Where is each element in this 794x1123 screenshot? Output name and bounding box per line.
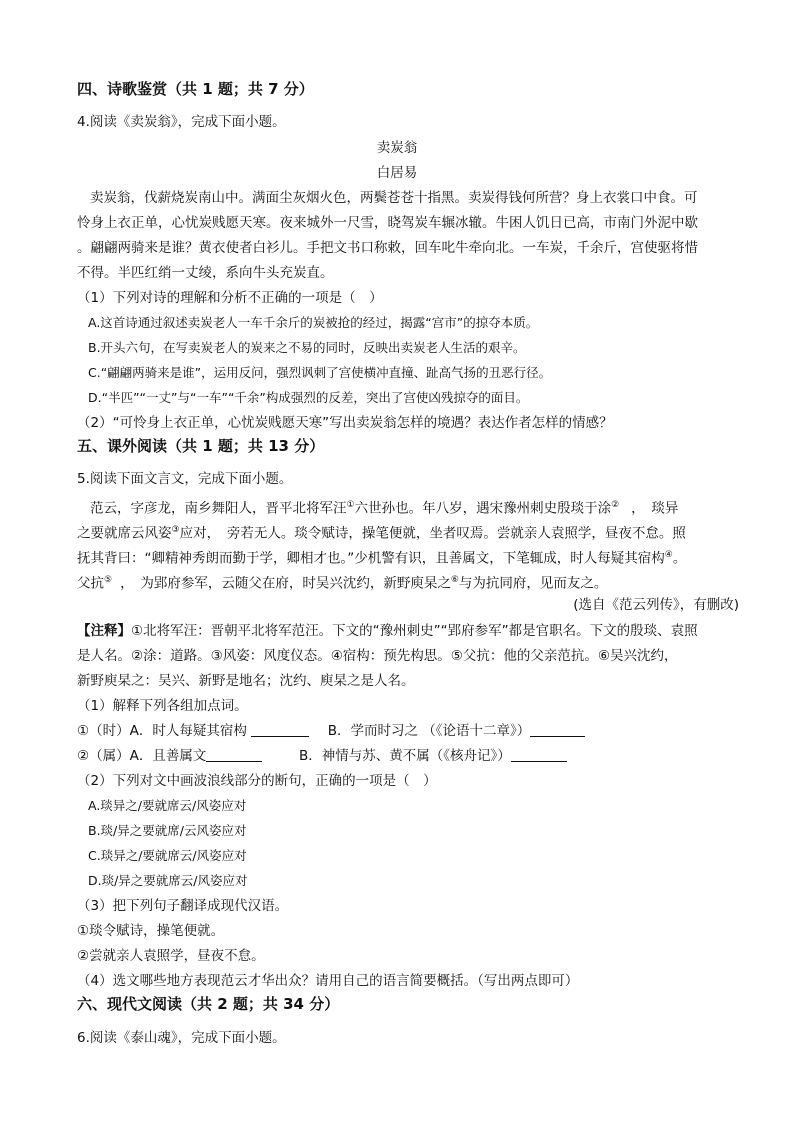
- passage-line: 范云，字彦龙，南乡舞阳人，晋平北将军汪①六世孙也。年八岁，遇宋豫州刺史殷琰于涂② ， 琰异: [90, 500, 679, 517]
- q5-sub1-row-1: ①（时）A．时人每疑其宿构 B．学而时习之 （《论语十二章》）: [77, 722, 585, 740]
- poem-author: 白居易: [376, 165, 418, 181]
- passage-source: (选自《范云列传》，有删改): [573, 597, 739, 613]
- passage-line: 抚其背曰：“卿精神秀朗而勤于学，卿相才也。”少机警有识，且善属文，下笔辄成，时人每疑其宿构④。: [77, 550, 687, 567]
- footnote-marker: ①: [346, 500, 355, 510]
- q5-sub1-row-2: ②（属）A．且善属文 B．神情与苏、黄不属（《核舟记》）: [77, 747, 567, 765]
- question-5-intro: 5.阅读下面文言文，完成下面小题。: [77, 471, 293, 487]
- q5-sub2-option-d: D.琰/异之要就席云/风姿应对: [88, 873, 248, 888]
- poem-line: 。翩翩两骑来是谁？黄衣使者白衫儿。手把文书口称敕，回车叱牛牵向北。一车炭，千余斤，宫使驱将惜: [77, 240, 698, 256]
- q4-sub1-option-c: C.“翩翩两骑来是谁”，运用反问，强烈讽刺了宫使横冲直撞、趾高气扬的丑恶行径。: [88, 365, 552, 380]
- q4-sub1-option-d: D.“半匹”“一丈”与“一车”“千余”构成强烈的反差，突出了宫使凶残掠夺的面目。: [88, 390, 529, 405]
- q5-sub2-question: （2）下列对文中画波浪线部分的断句，正确的一项是（ ）: [77, 773, 437, 789]
- notes-line: 是人名。②涂：道路。③风姿：风度仪态。④宿构：预先构思。⑤父抗：他的父亲范抗。⑥吴兴沈约，: [77, 648, 678, 664]
- q5-sub2-option-a: A.琰异之/要就席云/风姿应对: [88, 798, 247, 813]
- passage-line: 之要就席云风姿③应对， 旁若无人。琰令赋诗，操笔便就，坐者叹焉。尝就亲人袁照学，昼夜不怠。照: [77, 525, 686, 542]
- section-5-heading: 五、课外阅读（共 1 题；共 13 分）: [77, 437, 325, 455]
- q4-sub1-question: （1）下列对诗的理解和分析不正确的一项是（ ）: [77, 290, 383, 306]
- q5-sub3-item: ①琰令赋诗，操笔便就。: [77, 923, 225, 939]
- q4-sub1-option-b: B.开头六句，在写卖炭老人的炭来之不易的同时，反映出卖炭老人生活的艰辛。: [88, 340, 526, 355]
- footnote-marker: ⑥: [450, 575, 459, 585]
- q5-sub1-question: （1）解释下列各组加点词。: [77, 698, 248, 714]
- answer-blank[interactable]: [251, 722, 309, 737]
- poem-line: 怜身上衣正单，心忧炭贱愿天寒。夜来城外一尺雪，晓驾炭车辗冰辙。牛困人饥日已高，市南门外泥中歇: [77, 215, 698, 231]
- q5-sub4-question: （4）选文哪些地方表现范云才华出众？请用自己的语言简要概括。（写出两点即可）: [77, 973, 579, 989]
- q5-sub2-option-b: B.琰/异之要就席/云风姿应对: [88, 823, 247, 838]
- q5-sub2-option-c: C.琰异之/要就席云/风姿应对: [88, 848, 247, 863]
- poem-title: 卖炭翁: [376, 140, 418, 156]
- poem-line: 不得。半匹红绡一丈绫，系向牛头充炭直。: [77, 265, 334, 281]
- q4-sub1-option-a: A.这首诗通过叙述卖炭老人一车千余斤的炭被抢的经过，揭露“宫市”的掠夺本质。: [88, 315, 539, 330]
- passage-line: 父抗⑤ ， 为郢府参军，云随父在府，时吴兴沈约，新野庾杲之⑥与为抗同府，见而友之。: [77, 575, 608, 592]
- poem-line: 卖炭翁，伐薪烧炭南山中。满面尘灰烟火色，两鬓苍苍十指黑。卖炭得钱何所营？身上衣裳口中食。可: [90, 190, 698, 206]
- notes-line: 【注释】①北将军汪：晋朝平北将军范汪。下文的“豫州刺史”“郢府参军”都是官职名。下文的殷琰、袁照: [77, 623, 698, 639]
- notes-label: 【注释】: [77, 623, 131, 639]
- section-4-heading: 四、诗歌鉴赏（共 1 题；共 7 分）: [77, 80, 314, 98]
- footnote-marker: ③: [171, 525, 180, 535]
- notes-line: 新野庾杲之：吴兴、新野是地名；沈约、庾杲之是人名。: [77, 673, 415, 689]
- answer-blank[interactable]: [530, 722, 585, 737]
- answer-blank[interactable]: [511, 747, 567, 762]
- footnote-marker: ②: [611, 500, 620, 510]
- footnote-marker: ⑤: [104, 575, 113, 585]
- q5-sub3-item: ②尝就亲人袁照学，昼夜不怠。: [77, 948, 265, 964]
- q5-sub3-question: （3）把下列句子翻译成现代汉语。: [77, 898, 289, 914]
- q4-sub2-question: （2）“可怜身上衣正单，心忧炭贱愿天寒”写出卖炭翁怎样的境遇？表达作者怎样的情感？: [77, 415, 613, 431]
- question-4-intro: 4.阅读《卖炭翁》，完成下面小题。: [77, 114, 286, 130]
- footnote-marker: ④: [664, 550, 673, 560]
- answer-blank[interactable]: [206, 747, 262, 762]
- question-6-intro: 6.阅读《泰山魂》，完成下面小题。: [77, 1030, 286, 1046]
- section-6-heading: 六、现代文阅读（共 2 题；共 34 分）: [77, 995, 340, 1013]
